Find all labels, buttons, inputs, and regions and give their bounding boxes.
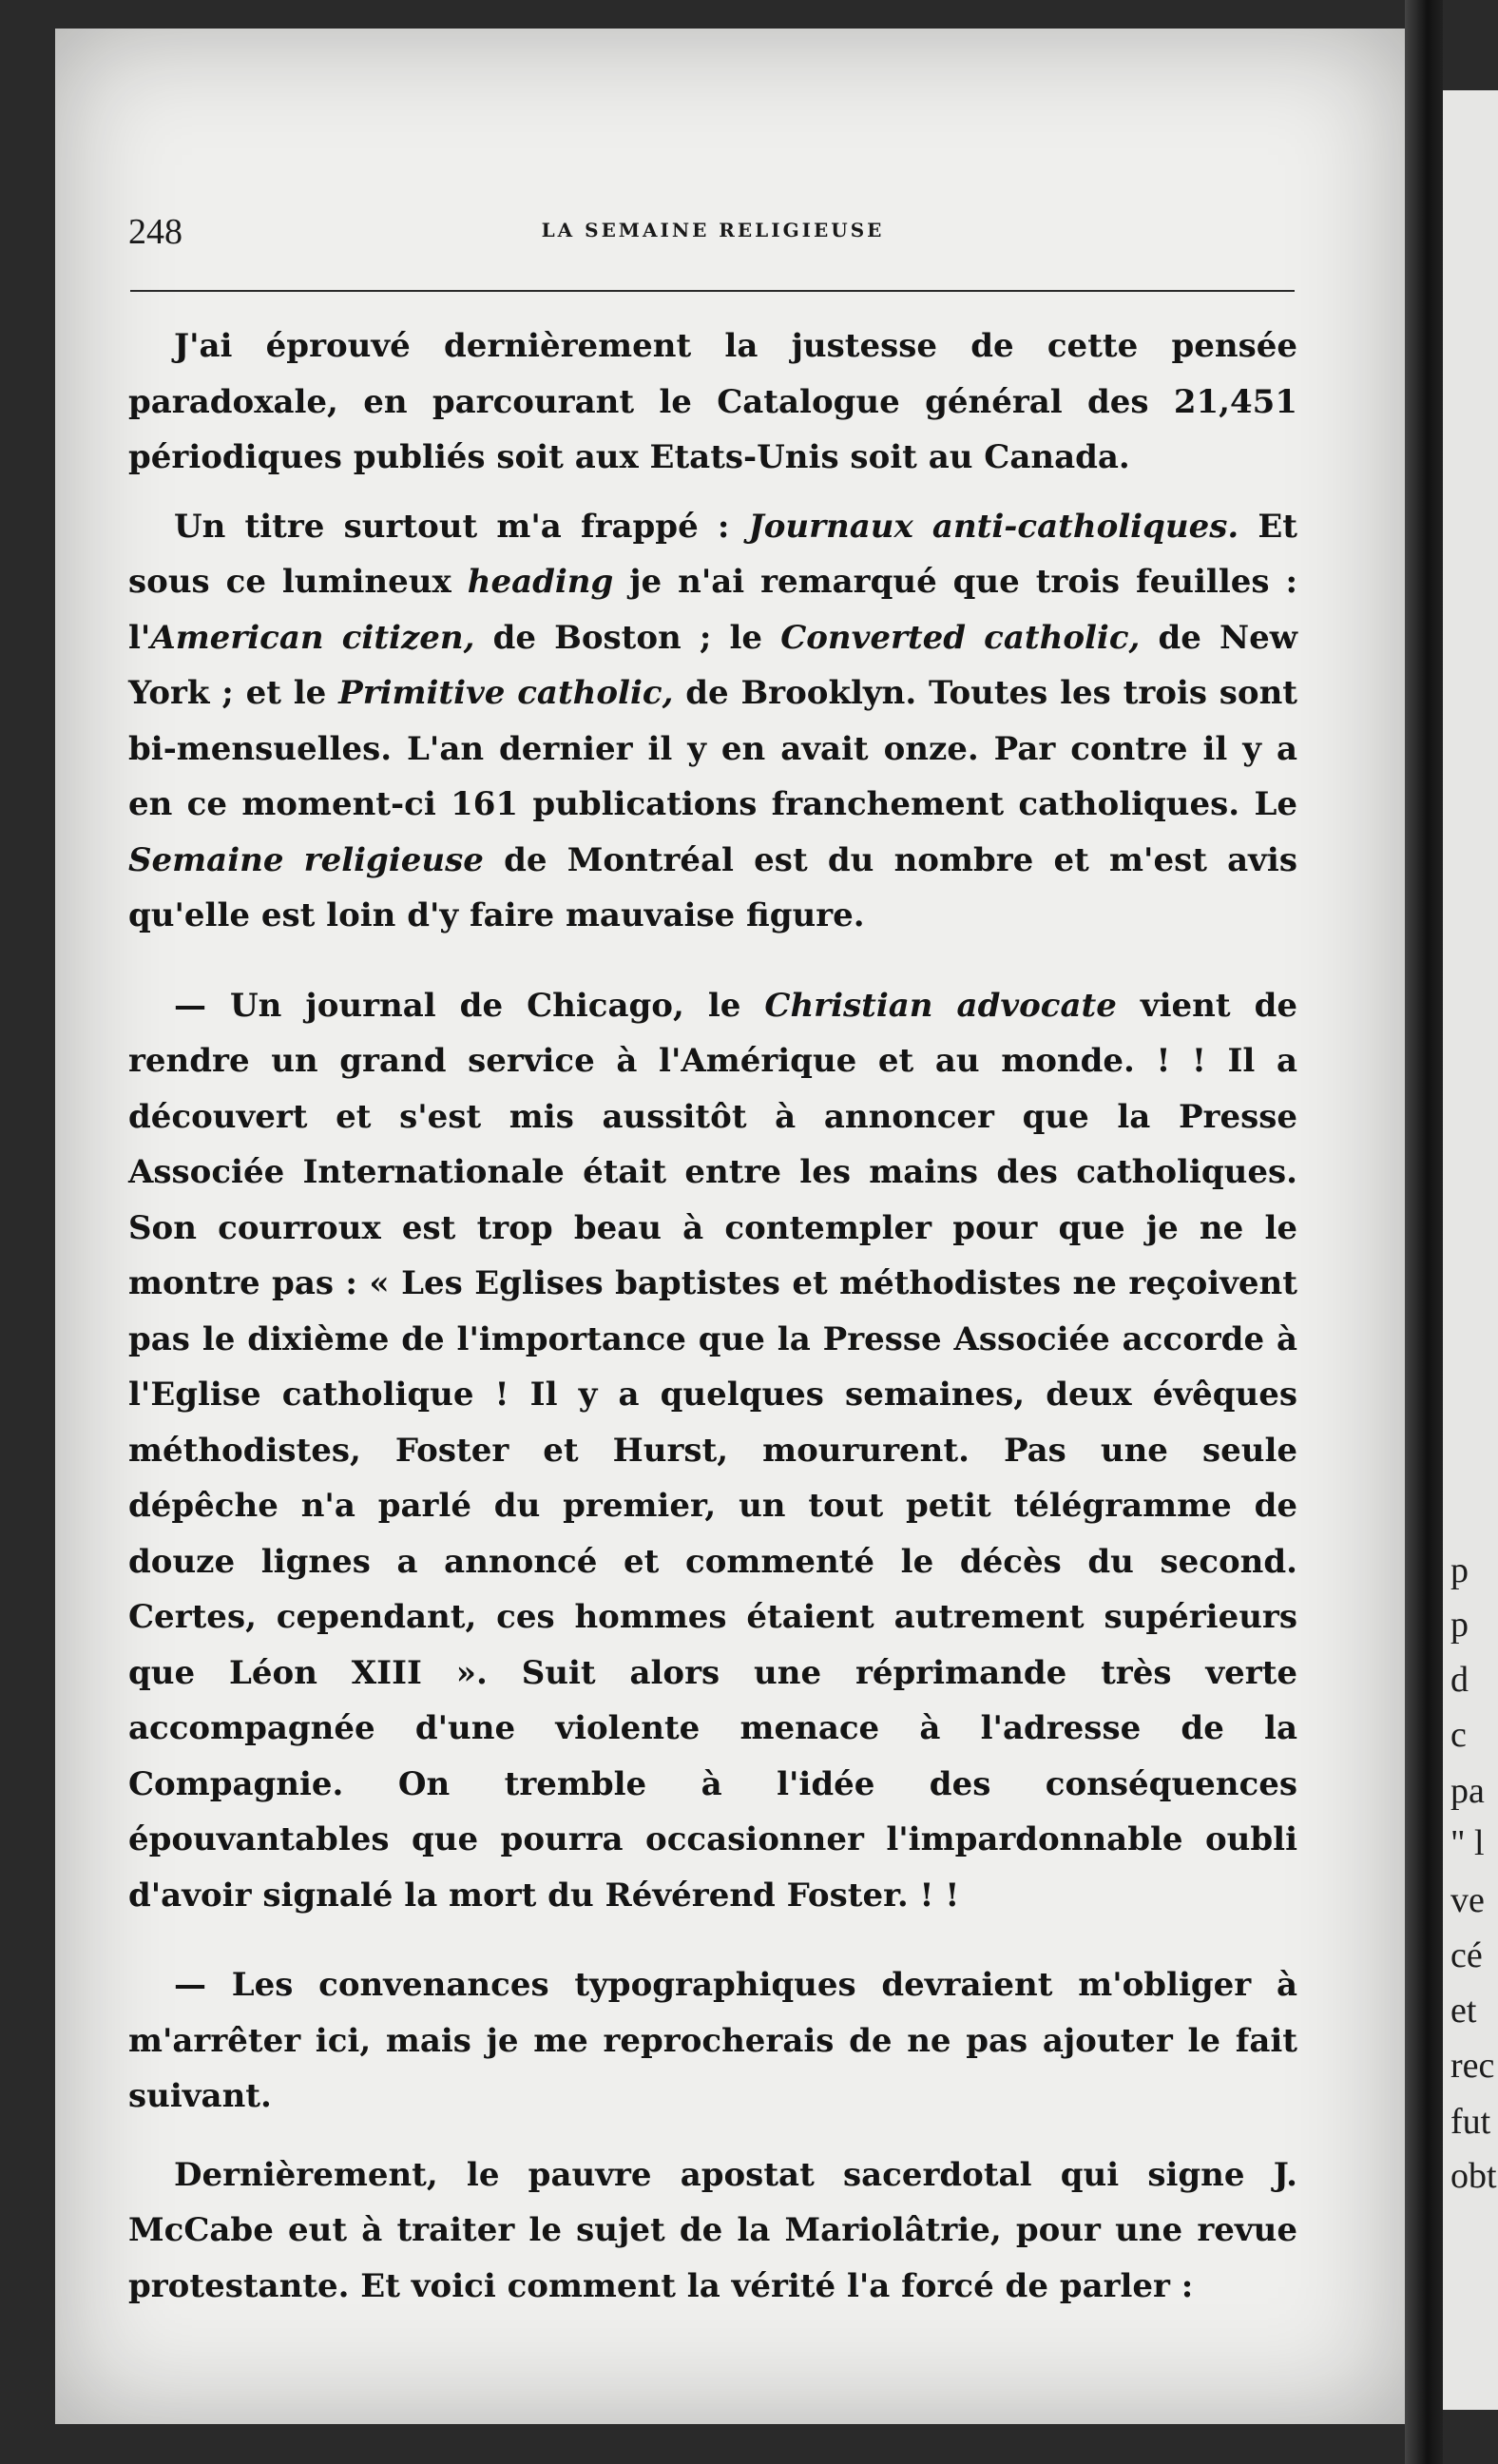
italic-title: Converted catholic, bbox=[780, 618, 1141, 657]
italic-title: Christian advocate bbox=[764, 986, 1117, 1025]
page-number: 248 bbox=[128, 212, 182, 252]
adjacent-page-fragment: obt bbox=[1450, 2156, 1497, 2196]
italic-term: heading bbox=[467, 563, 614, 601]
adjacent-page-fragment: cé bbox=[1450, 1935, 1483, 1975]
paragraph-1: J'ai éprouvé dernièrement la justesse de cette pensée paradoxale, en parcourant le Catalogue général des 21,451 périodiques publiés soit aux Etats-Unis soit au Canada. bbox=[128, 327, 1297, 476]
adjacent-page-fragment: " l bbox=[1450, 1823, 1485, 1863]
italic-title: Primitive catholic, bbox=[338, 674, 674, 712]
adjacent-page-fragment: fut bbox=[1450, 2102, 1491, 2142]
paragraph-3: — Un journal de Chicago, le Christian advocate vient de rendre un grand service à l'Amérique et au monde. ! ! Il a découvert et s'est mis aussitôt à annoncer que la Presse Associée Internationale était entre les mains des catholiques. Son courroux est trop beau à contempler pour que je ne le montre pas : « Les Eglises baptistes et méthodistes ne reçoivent pas le dixième de l'importance que la Presse Associée accorde à l'Eglise catholique ! Il y a quelques semaines, deux évêques méthodistes, Foster et Hurst, moururent. Pas une seule dépêche n'a parlé du premier, un tout petit télégramme de douze lignes a annoncé et commenté le décès du second. Certes, cependant, ces hommes étaient autrement supérieurs que Léon XIII ». Suit alors une réprimande très verte accompagnée d'une violente menace à l'adresse de la Compagnie. On tremble à l'idée des conséquences épouvantables que pourra occasionner l'impardonnable oubli d'avoir signalé la mort du Révérend Foster. ! ! bbox=[128, 986, 1298, 1915]
page-header bbox=[128, 211, 1297, 268]
paragraph-4: — Les convenances typographiques devraient m'obliger à m'arrêter ici, mais je me reprocherais de ne pas ajouter le fait suivant. bbox=[128, 1966, 1297, 2115]
italic-title: Journaux anti-catholiques. bbox=[748, 507, 1239, 546]
adjacent-page-fragment: ve bbox=[1450, 1880, 1485, 1920]
adjacent-page-fragment: p bbox=[1450, 1550, 1469, 1590]
book-spine bbox=[1405, 0, 1443, 2464]
adjacent-page-fragment: rec bbox=[1450, 2046, 1495, 2086]
adjacent-page-fragment: c bbox=[1450, 1715, 1467, 1755]
italic-title: Semaine religieuse bbox=[128, 840, 484, 879]
adjacent-page-edge bbox=[1443, 90, 1498, 2410]
adjacent-page-fragment: et bbox=[1450, 1991, 1477, 2031]
paragraph-5: Dernièrement, le pauvre apostat sacerdotal qui signe J. McCabe eut à traiter le sujet de la Mariolâtrie, pour une revue protestante. Et voici comment la vérité l'a forcé de parler : bbox=[128, 2155, 1297, 2305]
italic-title: American citizen, bbox=[150, 618, 475, 657]
adjacent-page-fragment: p bbox=[1450, 1605, 1469, 1645]
article-body bbox=[128, 318, 1297, 2314]
paragraph-2: Un titre surtout m'a frappé : Journaux anti-catholiques. Et sous ce lumineux heading je n'ai remarqué que trois feuilles : l'American citizen, de Boston ; le Converted catholic, de New York ; et le Primitive catholic, de Brooklyn. Toutes les trois sont bi-mensuelles. L'an dernier il y en avait onze. Par contre il y a en ce moment-ci 161 publications franchement catholiques. Le Semaine religieuse de Montréal est du nombre et m'est avis qu'elle est loin d'y faire mauvaise figure. bbox=[128, 507, 1298, 934]
running-title: LA SEMAINE RELIGIEUSE bbox=[541, 219, 885, 241]
header-rule bbox=[130, 290, 1295, 292]
adjacent-page-fragment: pa bbox=[1450, 1771, 1485, 1811]
adjacent-page-fragment: d bbox=[1450, 1660, 1469, 1700]
